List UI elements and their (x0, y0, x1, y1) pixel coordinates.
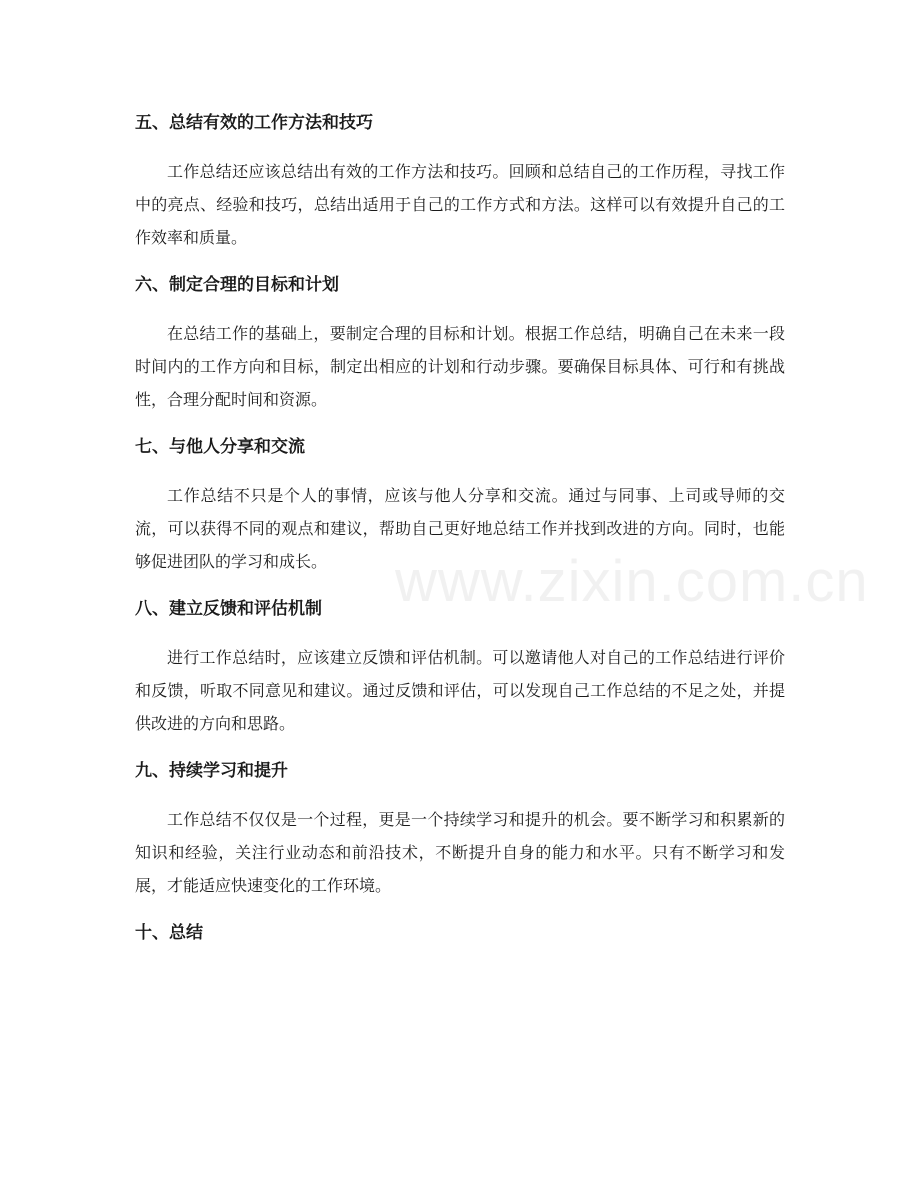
section-7 (135, 430, 785, 592)
section-paragraph: 在总结工作的基础上，要制定合理的目标和计划。根据工作总结，明确自己在未来一段时间内的工作方向和目标，制定出相应的计划和行动步骤。要确保目标具体、可行和有挑战性，合理分配时间和资源。 (135, 324, 785, 409)
section-paragraph: 工作总结不只是个人的事情，应该与他人分享和交流。通过与同事、上司或导师的交流，可以获得不同的观点和建议，帮助自己更好地总结工作并找到改进的方向。同时，也能够促进团队的学习和成长。 (135, 486, 785, 571)
section-heading: 六、制定合理的目标和计划 (135, 275, 339, 295)
section-heading: 十、总结 (135, 923, 203, 943)
section-paragraph: 进行工作总结时，应该建立反馈和评估机制。可以邀请他人对自己的工作总结进行评价和反馈，听取不同意见和建议。通过反馈和评估，可以发现自己工作总结的不足之处，并提供改进的方向和思路。 (135, 648, 785, 733)
section-heading: 七、与他人分享和交流 (135, 437, 305, 457)
section-5 (135, 106, 785, 268)
section-paragraph: 工作总结不仅仅是一个过程，更是一个持续学习和提升的机会。要不断学习和积累新的知识和经验，关注行业动态和前沿技术，不断提升自身的能力和水平。只有不断学习和发展，才能适应快速变化的工作环境。 (135, 810, 785, 895)
section-paragraph: 工作总结还应该总结出有效的工作方法和技巧。回顾和总结自己的工作历程，寻找工作中的亮点、经验和技巧，总结出适用于自己的工作方式和方法。这样可以有效提升自己的工作效率和质量。 (135, 162, 785, 247)
section-heading: 九、持续学习和提升 (135, 761, 288, 781)
section-6 (135, 268, 785, 430)
section-9 (135, 754, 785, 916)
section-10 (135, 916, 785, 950)
watermark: www.zixin.com.cn (395, 549, 869, 614)
section-heading: 八、建立反馈和评估机制 (135, 599, 322, 619)
document-page (135, 106, 785, 950)
section-heading: 五、总结有效的工作方法和技巧 (135, 113, 373, 133)
section-8 (135, 592, 785, 754)
